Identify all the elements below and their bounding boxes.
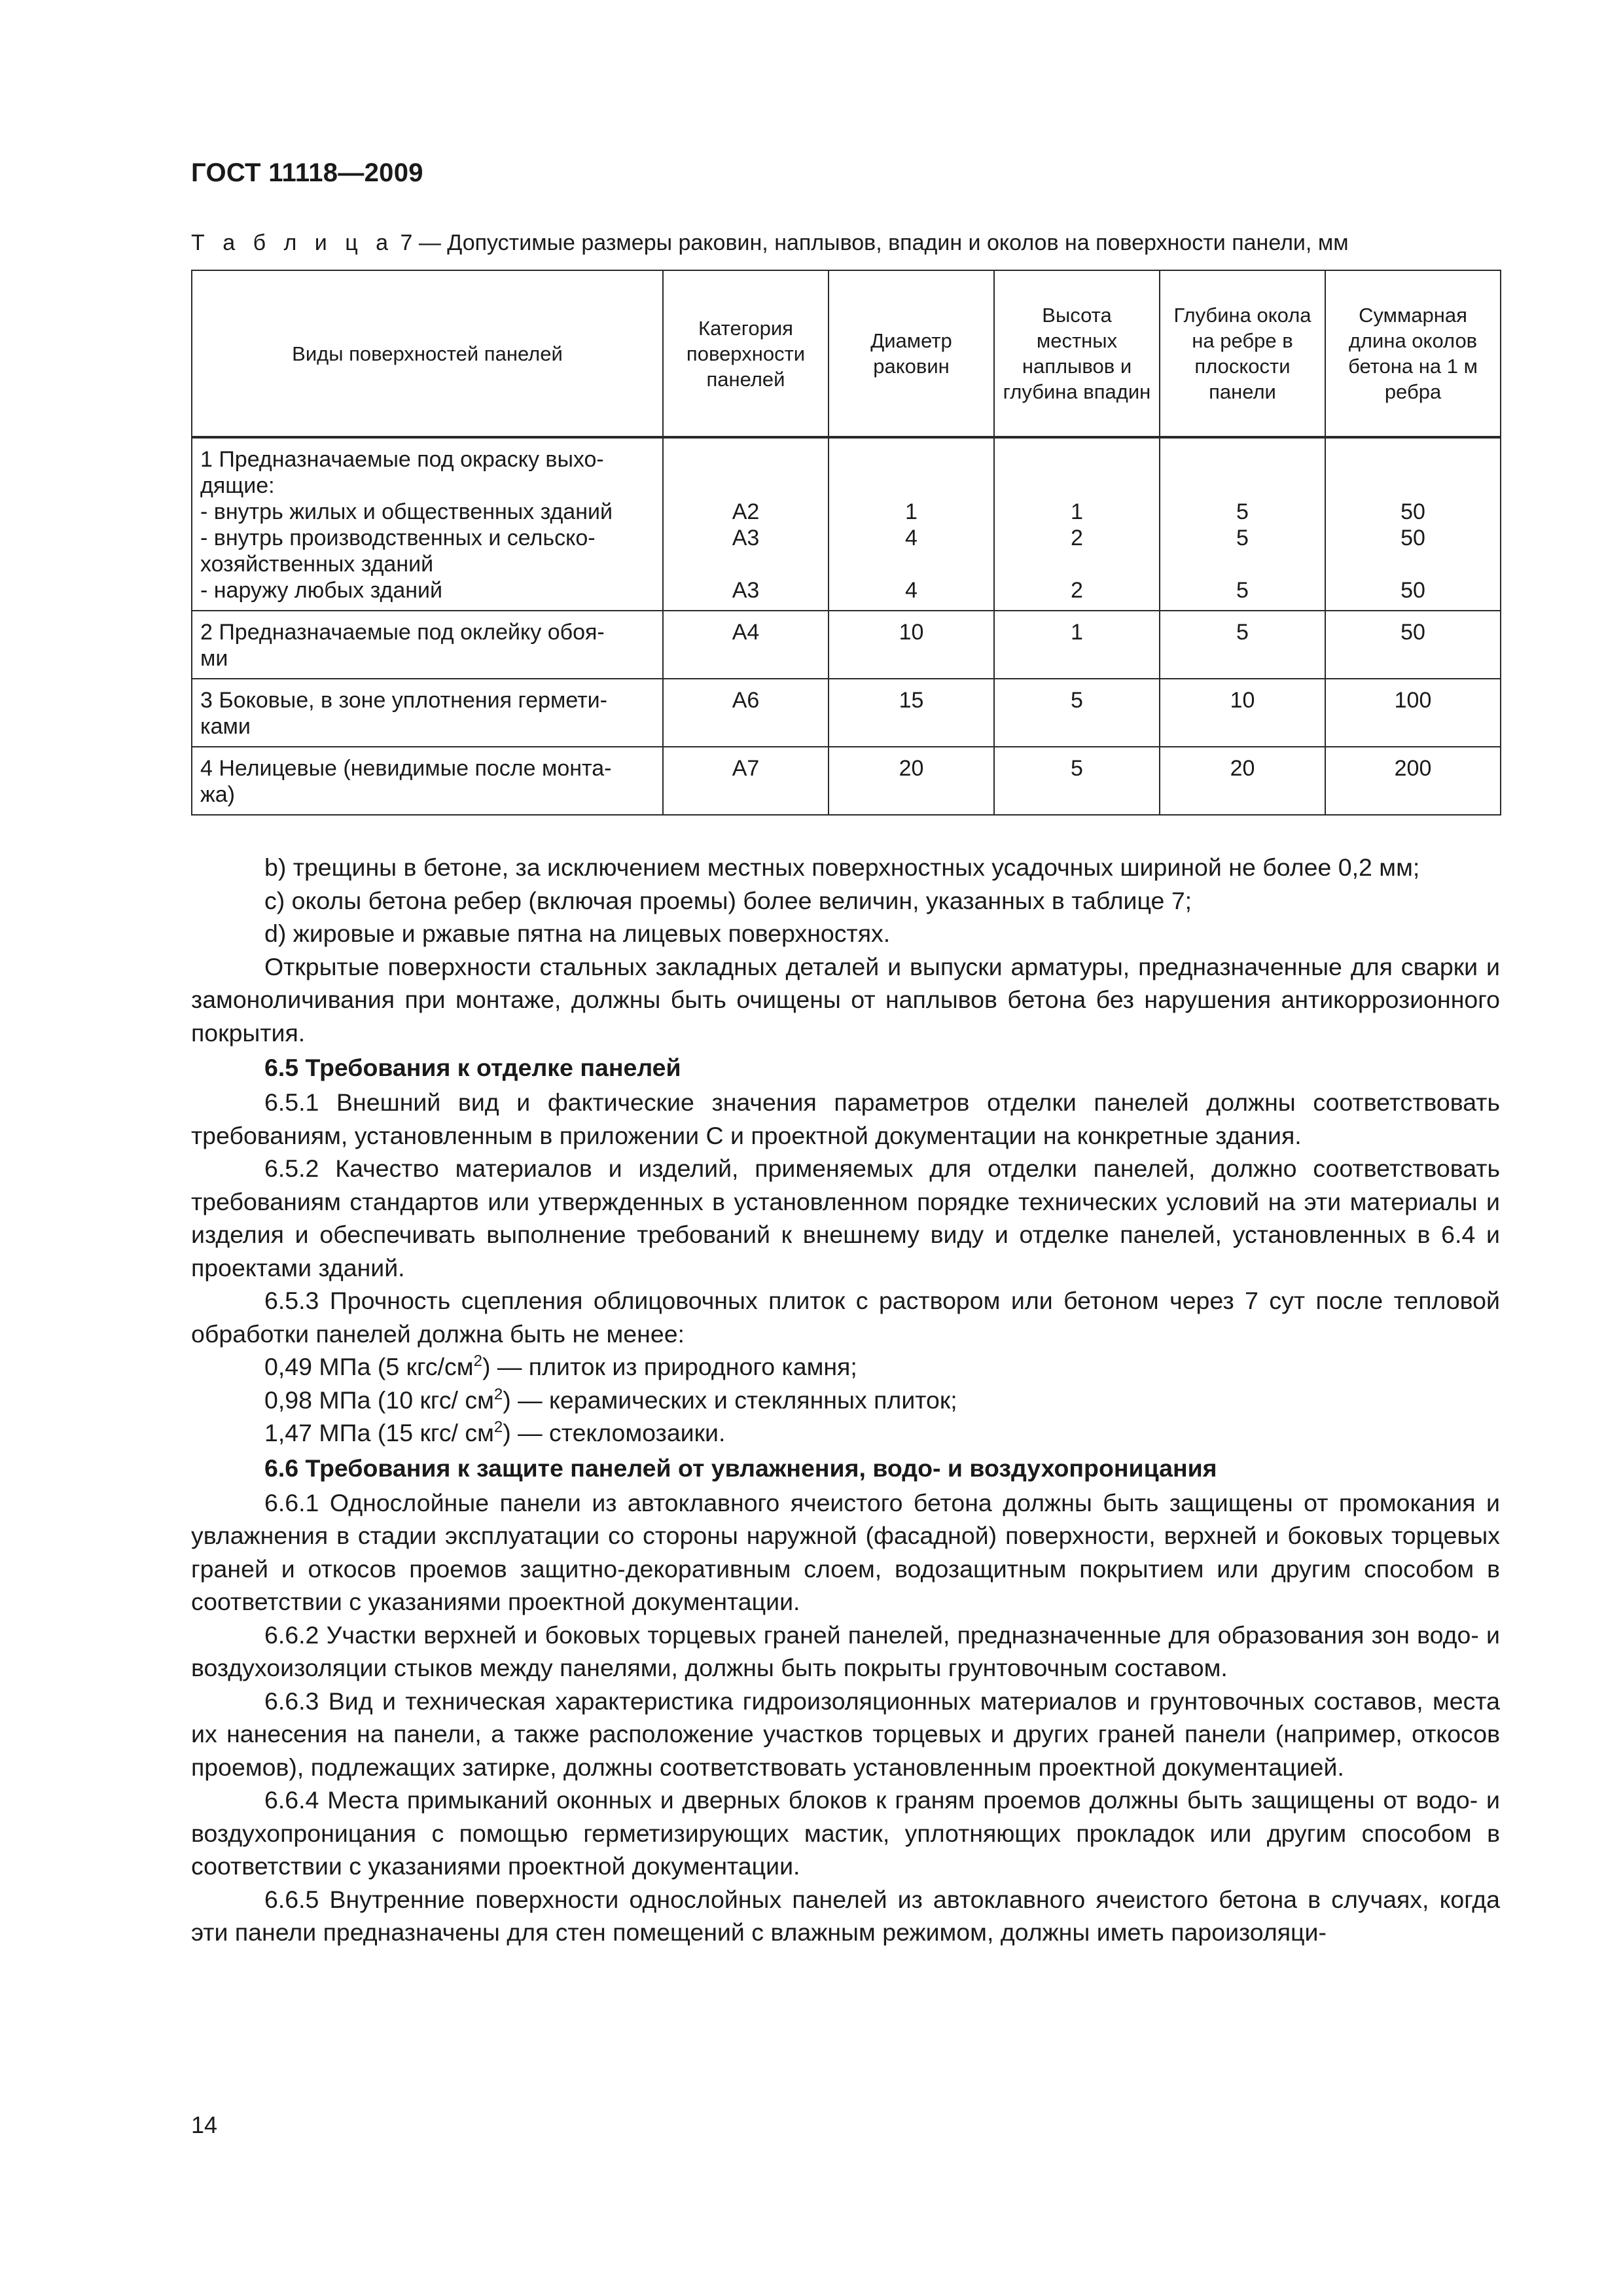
- value-line: [191, 1384, 1500, 1417]
- cell-line: А3: [732, 578, 760, 603]
- paragraph: 6.6.1 Однослойные панели из автоклавного ячеистого бетона должны быть защищены от промокания и увлажнения в стадии эксплуатации со стороны наружной (фасадной) поверхности, верхней и боковых торцевых граней и откосов проемов защитно-декоративным слоем, водозащитным покрытием или другим способом в соответствии с указаниями проектной документации.: [191, 1488, 1500, 1615]
- cell-line: 1: [1071, 499, 1083, 524]
- cell-line: ми: [200, 646, 228, 671]
- category-cell: А4: [663, 611, 829, 679]
- table-row: [192, 679, 1501, 747]
- paragraph: 6.6.4 Места примыканий оконных и дверных блоков к граням проемов должны быть защищены от водо- и воздухопроницания с помощью герметизирующих мастик, уплотняющих прокладок или другим способом в соответствии с указаниями проектной документации.: [191, 1786, 1500, 1880]
- cell-line: 4 Нелицевые (невидимые после монта-: [200, 756, 612, 781]
- cell-line: [670, 473, 821, 499]
- paragraph: 6.6.3 Вид и техническая характеристика гидроизоляционных материалов и грунтовочных составов, места их нанесения на панели, а также расположение участков торцевых и других граней панели (например, откосов проемов), подлежащих затирке, должны соответствовать установленным проектной документацией.: [191, 1687, 1500, 1781]
- page-number: 14: [191, 2111, 218, 2138]
- column-header: Категория поверхности панелей: [663, 270, 829, 437]
- table-row: [192, 611, 1501, 679]
- cell-line: 50: [1400, 499, 1425, 524]
- cell-line: ками: [200, 714, 251, 739]
- table-caption-label: Т а б л и ц а: [191, 230, 395, 255]
- value-text: ) — плиток из природного камня;: [482, 1353, 857, 1380]
- value-text: ) — стекломозаики.: [503, 1419, 726, 1446]
- surface-cell: [192, 611, 663, 679]
- paragraph: d) жировые и ржавые пятна на лицевых поверхностях.: [264, 920, 891, 947]
- category-cell: [663, 437, 829, 611]
- table-row: [192, 437, 1501, 611]
- cell-line: [1332, 551, 1493, 577]
- cell-line: 4: [905, 578, 918, 603]
- column-header: Виды поверхностей панелей: [192, 270, 663, 437]
- cell-line: [1001, 446, 1152, 473]
- diameter-cell: 15: [829, 679, 994, 747]
- document-header: ГОСТ 11118—2009: [191, 158, 423, 187]
- value-text: ) — керамических и стеклянных плиток;: [503, 1386, 957, 1414]
- cell-line: [1332, 446, 1493, 473]
- depth-cell: 5: [1160, 611, 1325, 679]
- cell-line: 1: [905, 499, 918, 524]
- cell-line: [670, 551, 821, 577]
- cell-line: дящие:: [200, 473, 275, 498]
- surface-cell: [192, 747, 663, 815]
- cell-line: А2: [732, 499, 760, 524]
- category-cell: А6: [663, 679, 829, 747]
- superscript: 2: [473, 1352, 482, 1370]
- paragraph: Открытые поверхности стальных закладных деталей и выпуски арматуры, предназначенные для сварки и замоноличивания при монтаже, должны быть очищены от наплывов бетона без нарушения антикоррозионного покрытия.: [191, 952, 1500, 1047]
- surface-cell: [192, 437, 663, 611]
- cell-line: - внутрь жилых и общественных зданий: [200, 499, 613, 524]
- table-header-row: [192, 270, 1501, 437]
- paragraph: с) околы бетона ребер (включая проемы) более величин, указанных в таблице 7;: [264, 886, 1192, 914]
- diameter-cell: 10: [829, 611, 994, 679]
- paragraph: 6.6.2 Участки верхней и боковых торцевых граней панелей, предназначенные для образования зон водо- и воздухоизоляции стыков между панелями, должны быть покрыты грунтовочным составом.: [191, 1621, 1500, 1681]
- cell-line: [1167, 473, 1318, 499]
- paragraph: 6.5.3 Прочность сцепления облицовочных плиток с раствором или бетоном через 7 сут после тепловой обработки панелей должна быть не менее:: [191, 1287, 1500, 1348]
- cell-line: - внутрь производственных и сельско-: [200, 526, 596, 550]
- value-line: [191, 1416, 1500, 1450]
- cell-line: 2 Предназначаемые под оклейку обоя-: [200, 620, 605, 645]
- cell-line: [836, 473, 987, 499]
- depth-cell: 10: [1160, 679, 1325, 747]
- section-heading: 6.6 Требования к защите панелей от увлажнения, водо- и воздухопроницания: [264, 1454, 1217, 1482]
- height-cell: [994, 437, 1160, 611]
- cell-line: [1001, 551, 1152, 577]
- cell-line: 5: [1236, 526, 1249, 550]
- table-caption: [191, 230, 1493, 256]
- cell-line: 5: [1236, 578, 1249, 603]
- cell-line: - наружу любых зданий: [200, 578, 442, 603]
- table-caption-text: 7 — Допустимые размеры раковин, наплывов, впадин и околов на поверхности панели, мм: [400, 230, 1349, 255]
- length-cell: 100: [1325, 679, 1501, 747]
- length-cell: [1325, 437, 1501, 611]
- column-header: Глубина окола на ребре в плоскости панели: [1160, 270, 1325, 437]
- superscript: 2: [493, 1385, 503, 1403]
- column-header: Суммарная длина околов бетона на 1 м ребра: [1325, 270, 1501, 437]
- value-text: 0,49 МПа (5 кгс/см: [264, 1353, 474, 1380]
- paragraph: 6.5.2 Качество материалов и изделий, применяемых для отделки панелей, должно соответствовать требованиям стандартов или утвержденных в установленном порядке технических условий на эти материалы и изделия и обеспечивать выполнение требований к внешнему виду и отделке панелей, установленных в 6.4 и проектами зданий.: [191, 1155, 1500, 1282]
- superscript: 2: [493, 1418, 503, 1436]
- cell-line: [670, 446, 821, 473]
- body-text: [191, 851, 1500, 1949]
- cell-line: жа): [200, 782, 235, 807]
- cell-line: 50: [1400, 526, 1425, 550]
- depth-cell: [1160, 437, 1325, 611]
- cell-line: 5: [1236, 499, 1249, 524]
- cell-line: [836, 446, 987, 473]
- surface-cell: [192, 679, 663, 747]
- length-cell: 50: [1325, 611, 1501, 679]
- cell-line: 2: [1071, 578, 1083, 603]
- diameter-cell: [829, 437, 994, 611]
- table-row: [192, 747, 1501, 815]
- depth-cell: 20: [1160, 747, 1325, 815]
- value-text: 0,98 МПа (10 кгс/ см: [264, 1386, 494, 1414]
- defects-table: [191, 270, 1501, 816]
- column-header: Диаметр раковин: [829, 270, 994, 437]
- cell-line: А3: [732, 526, 760, 550]
- value-line: [191, 1350, 1500, 1384]
- cell-line: [1167, 551, 1318, 577]
- cell-line: [836, 551, 987, 577]
- value-text: 1,47 МПа (15 кгс/ см: [264, 1419, 494, 1446]
- cell-line: 2: [1071, 526, 1083, 550]
- cell-line: 3 Боковые, в зоне уплотнения гермети-: [200, 688, 607, 713]
- paragraph: 6.6.5 Внутренние поверхности однослойных панелей из автоклавного ячеистого бетона в случаях, когда эти панели предназначены для стен помещений с влажным режимом, должны иметь пароизоляци-: [191, 1885, 1500, 1946]
- cell-line: [1001, 473, 1152, 499]
- cell-line: 4: [905, 526, 918, 550]
- column-header: Высота местных наплывов и глубина впадин: [994, 270, 1160, 437]
- cell-line: 50: [1400, 578, 1425, 603]
- height-cell: 5: [994, 747, 1160, 815]
- category-cell: А7: [663, 747, 829, 815]
- cell-line: [1167, 446, 1318, 473]
- paragraph: b) трещины в бетоне, за исключением местных поверхностных усадочных шириной не более 0,2 мм;: [264, 853, 1420, 881]
- diameter-cell: 20: [829, 747, 994, 815]
- height-cell: 1: [994, 611, 1160, 679]
- length-cell: 200: [1325, 747, 1501, 815]
- paragraph: 6.5.1 Внешний вид и фактические значения параметров отделки панелей должны соответствовать требованиям, установленным в приложении С и проектной документации на конкретные здания.: [191, 1088, 1500, 1149]
- section-heading: 6.5 Требования к отделке панелей: [264, 1054, 681, 1081]
- cell-line: 1 Предназначаемые под окраску выхо-: [200, 447, 604, 472]
- cell-line: [1332, 473, 1493, 499]
- cell-line: хозяйственных зданий: [200, 552, 434, 577]
- height-cell: 5: [994, 679, 1160, 747]
